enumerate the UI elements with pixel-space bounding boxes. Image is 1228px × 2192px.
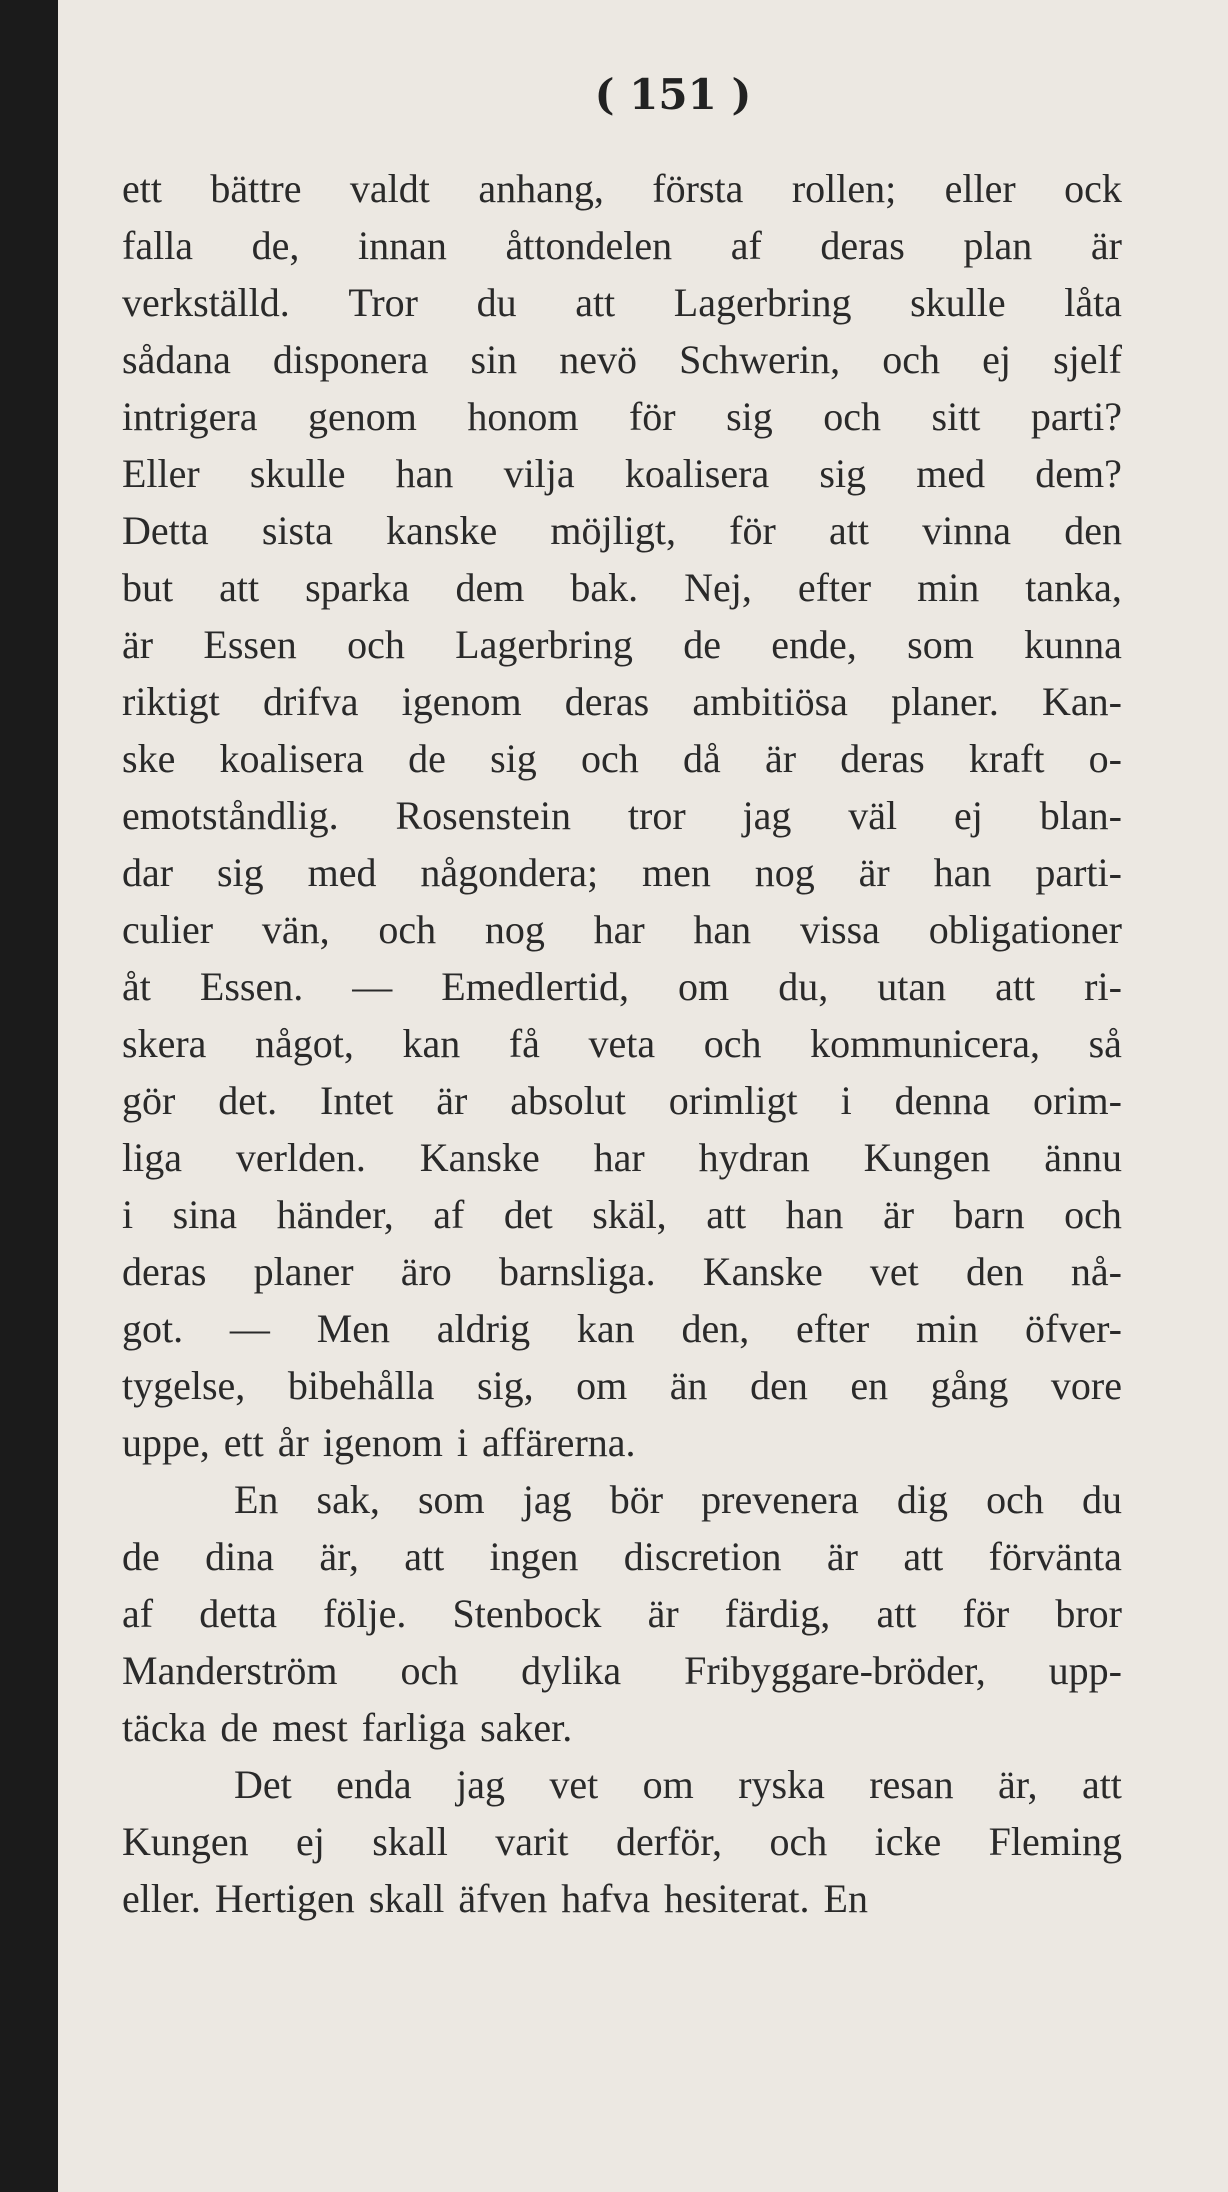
word: genom: [307, 394, 417, 439]
word: tygelse,: [122, 1363, 246, 1408]
word: öfver-: [1025, 1306, 1122, 1351]
word: och: [823, 394, 882, 439]
body-text: [122, 160, 1122, 1927]
word: skäl,: [592, 1192, 667, 1237]
word: sitt: [931, 394, 981, 439]
word: sjelf: [1053, 337, 1122, 382]
word: han: [933, 850, 992, 895]
word: de: [220, 1705, 259, 1750]
word: kanske: [386, 508, 498, 553]
word: möjligt,: [550, 508, 676, 553]
word: förvänta: [988, 1534, 1122, 1579]
word: min: [917, 565, 980, 610]
word: Kan-: [1041, 679, 1122, 724]
word: att: [706, 1192, 747, 1237]
word: att: [828, 508, 869, 553]
word: han: [395, 451, 454, 496]
word: de,: [251, 223, 300, 268]
word: hafva: [561, 1876, 651, 1921]
word: detta: [199, 1591, 277, 1636]
word: sig: [216, 850, 264, 895]
text-line: [122, 1699, 1122, 1756]
word: igenom: [322, 1420, 443, 1465]
word: Rosenstein: [395, 793, 572, 838]
word: att: [1081, 1762, 1122, 1807]
word: discretion: [623, 1534, 782, 1579]
word: liga: [122, 1135, 182, 1180]
word: om: [642, 1762, 694, 1807]
word: och: [1064, 1192, 1122, 1237]
word: parti-: [1035, 850, 1122, 895]
word: i: [456, 1420, 468, 1465]
word: affärerna.: [481, 1420, 636, 1465]
word: och: [400, 1648, 459, 1693]
word: bror: [1055, 1591, 1122, 1636]
word: deras: [122, 1249, 207, 1294]
word: den: [750, 1363, 808, 1408]
word: o-: [1088, 736, 1122, 781]
word: —: [229, 1306, 270, 1351]
word: Kungen: [122, 1819, 249, 1864]
word: Manderström: [122, 1648, 338, 1693]
text-line: [122, 730, 1122, 787]
word: efter: [797, 565, 872, 610]
word: än: [669, 1363, 708, 1408]
word: sina: [172, 1192, 238, 1237]
word: den: [965, 1249, 1024, 1294]
word: sig: [726, 394, 773, 439]
word: första: [652, 166, 744, 211]
word: but: [122, 565, 174, 610]
word: koalisera: [219, 736, 364, 781]
word: falla: [122, 223, 194, 268]
word: veta: [588, 1021, 656, 1066]
word: drifva: [262, 679, 359, 724]
word: är: [647, 1591, 679, 1636]
word: Det: [234, 1762, 292, 1807]
word: dem?: [1035, 451, 1122, 496]
word: dig: [896, 1477, 948, 1522]
word: det.: [218, 1078, 278, 1123]
text-line: [122, 1642, 1122, 1699]
word: mest: [272, 1705, 348, 1750]
word: orimligt: [668, 1078, 798, 1123]
word: upp-: [1048, 1648, 1122, 1693]
word: varit: [495, 1819, 569, 1864]
word: deras: [820, 223, 905, 268]
word: enda: [336, 1762, 412, 1807]
word: men: [641, 850, 711, 895]
word: för: [628, 394, 676, 439]
word: deras: [840, 736, 925, 781]
word: Essen: [203, 622, 297, 667]
word: Men: [316, 1306, 391, 1351]
word: jag: [522, 1477, 572, 1522]
text-line: [122, 1870, 1122, 1927]
word: i: [840, 1078, 852, 1123]
word: för: [962, 1591, 1010, 1636]
word: verlden.: [235, 1135, 366, 1180]
word: skulle: [910, 280, 1006, 325]
word: Essen.: [199, 964, 304, 1009]
word: äfven: [458, 1876, 548, 1921]
word: bibehålla: [287, 1363, 435, 1408]
word: orim-: [1033, 1078, 1122, 1123]
word: du: [476, 280, 517, 325]
word: Kungen: [863, 1135, 991, 1180]
word: af: [730, 223, 762, 268]
word: innan: [358, 223, 447, 268]
word: är: [436, 1078, 468, 1123]
word: derför,: [615, 1819, 723, 1864]
word: Kanske: [702, 1249, 823, 1294]
word: kan: [402, 1021, 461, 1066]
word: En: [234, 1477, 279, 1522]
word: om: [576, 1363, 628, 1408]
word: du,: [778, 964, 829, 1009]
text-line: [122, 388, 1122, 445]
word: är,: [319, 1534, 359, 1579]
word: att: [903, 1534, 944, 1579]
text-line: [122, 217, 1122, 274]
word: got.: [122, 1306, 184, 1351]
word: planer: [253, 1249, 354, 1294]
word: prevenera: [701, 1477, 859, 1522]
word: följe.: [323, 1591, 407, 1636]
word: plan: [963, 223, 1033, 268]
word: valdt: [349, 166, 430, 211]
word: planer.: [891, 679, 999, 724]
word: aldrig: [436, 1306, 531, 1351]
text-line: [122, 673, 1122, 730]
word: han: [693, 907, 752, 952]
word: vinna: [922, 508, 1012, 553]
word: Emedlertid,: [441, 964, 630, 1009]
word: du: [1081, 1477, 1122, 1522]
word: skall: [372, 1819, 448, 1864]
word: Lagerbring: [455, 622, 633, 667]
text-line: [122, 160, 1122, 217]
text-line: [122, 502, 1122, 559]
text-line: [122, 1300, 1122, 1357]
word: Detta: [122, 508, 209, 553]
word: händer,: [276, 1192, 394, 1237]
word: vet: [549, 1762, 599, 1807]
word: nog: [754, 850, 815, 895]
book-page: [58, 0, 1228, 2192]
word: är: [765, 736, 797, 781]
word: är: [882, 1192, 915, 1237]
text-line: [122, 1243, 1122, 1300]
word: så: [1088, 1021, 1122, 1066]
word: efter: [795, 1306, 870, 1351]
text-line: [122, 616, 1122, 673]
text-line: [122, 958, 1122, 1015]
text-line: [122, 844, 1122, 901]
word: någondera;: [420, 850, 599, 895]
word: uppe,: [122, 1420, 210, 1465]
text-line: [122, 274, 1122, 331]
word: och: [986, 1477, 1044, 1522]
word: Eller: [122, 451, 200, 496]
word: och: [378, 907, 437, 952]
word: är: [1090, 223, 1122, 268]
text-line: [122, 1357, 1122, 1414]
word: ett: [122, 166, 162, 211]
word: ännu: [1044, 1135, 1122, 1180]
word: är: [122, 622, 154, 667]
word: —: [352, 964, 393, 1009]
word: att: [995, 964, 1036, 1009]
word: och: [703, 1021, 762, 1066]
text-line: [122, 331, 1122, 388]
word: vilja: [503, 451, 575, 496]
word: eller: [944, 166, 1016, 211]
word: vissa: [799, 907, 880, 952]
text-line: [122, 445, 1122, 502]
word: sista: [261, 508, 333, 553]
word: något,: [255, 1021, 354, 1066]
text-line: [122, 1015, 1122, 1072]
word: ingen: [489, 1534, 579, 1579]
word: farliga: [361, 1705, 467, 1750]
word: få: [508, 1021, 540, 1066]
word: är,: [998, 1762, 1038, 1807]
word: tanka,: [1025, 565, 1122, 610]
text-line: [122, 1072, 1122, 1129]
word: riktigt: [122, 679, 220, 724]
word: har: [593, 907, 645, 952]
word: parti?: [1030, 394, 1122, 439]
word: och: [769, 1819, 828, 1864]
word: ej: [296, 1819, 325, 1864]
word: Hertigen: [214, 1876, 355, 1921]
word: dar: [122, 850, 174, 895]
word: det: [503, 1192, 553, 1237]
word: min: [916, 1306, 979, 1351]
word: emotståndlig.: [122, 793, 339, 838]
word: sig: [819, 451, 867, 496]
word: dina: [205, 1534, 274, 1579]
word: har: [593, 1135, 645, 1180]
text-line: [122, 1585, 1122, 1642]
word: han: [785, 1192, 844, 1237]
word: koalisera: [624, 451, 770, 496]
word: sig,: [476, 1363, 534, 1408]
word: skera: [122, 1021, 207, 1066]
word: ej: [982, 337, 1011, 382]
text-line: [122, 1813, 1122, 1870]
word: Schwerin,: [679, 337, 841, 382]
word: Fribyggare-bröder,: [684, 1648, 986, 1693]
word: saker.: [480, 1705, 573, 1750]
word: sådana: [122, 337, 231, 382]
word: rollen;: [791, 166, 897, 211]
word: absolut: [510, 1078, 626, 1123]
word: kan: [576, 1306, 635, 1351]
word: då: [683, 736, 721, 781]
word: af: [433, 1192, 465, 1237]
word: bättre: [210, 166, 302, 211]
word: jag: [456, 1762, 505, 1807]
word: ske: [122, 736, 176, 781]
page-number: ( 151 ): [594, 70, 752, 119]
text-line: [122, 1756, 1122, 1813]
word: nå-: [1070, 1249, 1122, 1294]
word: ambitiösa: [692, 679, 848, 724]
word: i: [122, 1192, 134, 1237]
word: de: [408, 736, 446, 781]
word: dem: [455, 565, 525, 610]
word: Lagerbring: [673, 280, 852, 325]
word: Tror: [348, 280, 418, 325]
word: skall: [368, 1876, 445, 1921]
word: vore: [1050, 1363, 1122, 1408]
word: Kanske: [419, 1135, 540, 1180]
word: om: [678, 964, 730, 1009]
word: culier: [122, 907, 214, 952]
word: af: [122, 1591, 154, 1636]
word: vet: [869, 1249, 919, 1294]
word: resan: [869, 1762, 954, 1807]
word: Nej,: [684, 565, 752, 610]
word: de: [683, 622, 721, 667]
word: honom: [467, 394, 579, 439]
word: är: [826, 1534, 858, 1579]
word: färdig,: [724, 1591, 831, 1636]
word: nevö: [559, 337, 638, 382]
word: gör: [122, 1078, 176, 1123]
word: låta: [1064, 280, 1122, 325]
text-line: [122, 1129, 1122, 1186]
text-line: [122, 559, 1122, 616]
text-line: [122, 1528, 1122, 1585]
word: ej: [954, 793, 983, 838]
word: och: [347, 622, 405, 667]
word: ri-: [1084, 964, 1122, 1009]
word: blan-: [1039, 793, 1122, 838]
text-line: [122, 901, 1122, 958]
word: disponera: [272, 337, 429, 382]
word: verkställd.: [122, 280, 290, 325]
word: jag: [742, 793, 792, 838]
word: med: [307, 850, 377, 895]
word: anhang,: [478, 166, 604, 211]
word: är: [858, 850, 890, 895]
word: med: [916, 451, 986, 496]
word: obligationer: [928, 907, 1122, 952]
word: hydran: [698, 1135, 810, 1180]
word: deras: [564, 679, 650, 724]
word: utan: [877, 964, 947, 1009]
word: kommunicera,: [810, 1021, 1040, 1066]
word: vän,: [261, 907, 330, 952]
word: för: [729, 508, 776, 553]
word: att: [404, 1534, 445, 1579]
word: Fleming: [988, 1819, 1122, 1864]
word: dylika: [521, 1648, 622, 1693]
word: den,: [681, 1306, 750, 1351]
word: kunna: [1024, 622, 1122, 667]
word: åt: [122, 964, 151, 1009]
word: barnsliga.: [498, 1249, 656, 1294]
text-line: [122, 1414, 1122, 1471]
word: som: [907, 622, 974, 667]
word: sak,: [316, 1477, 380, 1522]
word: ock: [1064, 166, 1122, 211]
word: gång: [930, 1363, 1009, 1408]
word: bör: [609, 1477, 664, 1522]
word: äro: [400, 1249, 452, 1294]
word: väl: [848, 793, 898, 838]
word: hesiterat.: [664, 1876, 810, 1921]
word: år: [277, 1420, 309, 1465]
word: tror: [627, 793, 686, 838]
word: En: [823, 1876, 868, 1921]
word: sig: [490, 736, 537, 781]
word: sin: [470, 337, 518, 382]
text-line: [122, 1186, 1122, 1243]
word: nog: [484, 907, 545, 952]
word: en: [850, 1363, 889, 1408]
word: Stenbock: [452, 1591, 602, 1636]
word: ryska: [738, 1762, 825, 1807]
word: kraft: [968, 736, 1045, 781]
word: åttondelen: [505, 223, 673, 268]
word: sparka: [305, 565, 410, 610]
text-line: [122, 787, 1122, 844]
word: att: [876, 1591, 917, 1636]
word: att: [575, 280, 616, 325]
word: intrigera: [122, 394, 258, 439]
word: täcka: [122, 1705, 207, 1750]
word: Intet: [320, 1078, 394, 1123]
word: som: [417, 1477, 485, 1522]
word: ende,: [771, 622, 857, 667]
word: ett: [223, 1420, 264, 1465]
word: den: [1064, 508, 1122, 553]
text-line: [122, 1471, 1122, 1528]
word: och: [581, 736, 639, 781]
word: eller.: [122, 1876, 201, 1921]
word: igenom: [401, 679, 522, 724]
word: denna: [894, 1078, 991, 1123]
word: bak.: [570, 565, 639, 610]
word: att: [219, 565, 260, 610]
word: skulle: [249, 451, 346, 496]
word: icke: [874, 1819, 942, 1864]
word: barn: [953, 1192, 1025, 1237]
word: och: [882, 337, 941, 382]
word: de: [122, 1534, 160, 1579]
